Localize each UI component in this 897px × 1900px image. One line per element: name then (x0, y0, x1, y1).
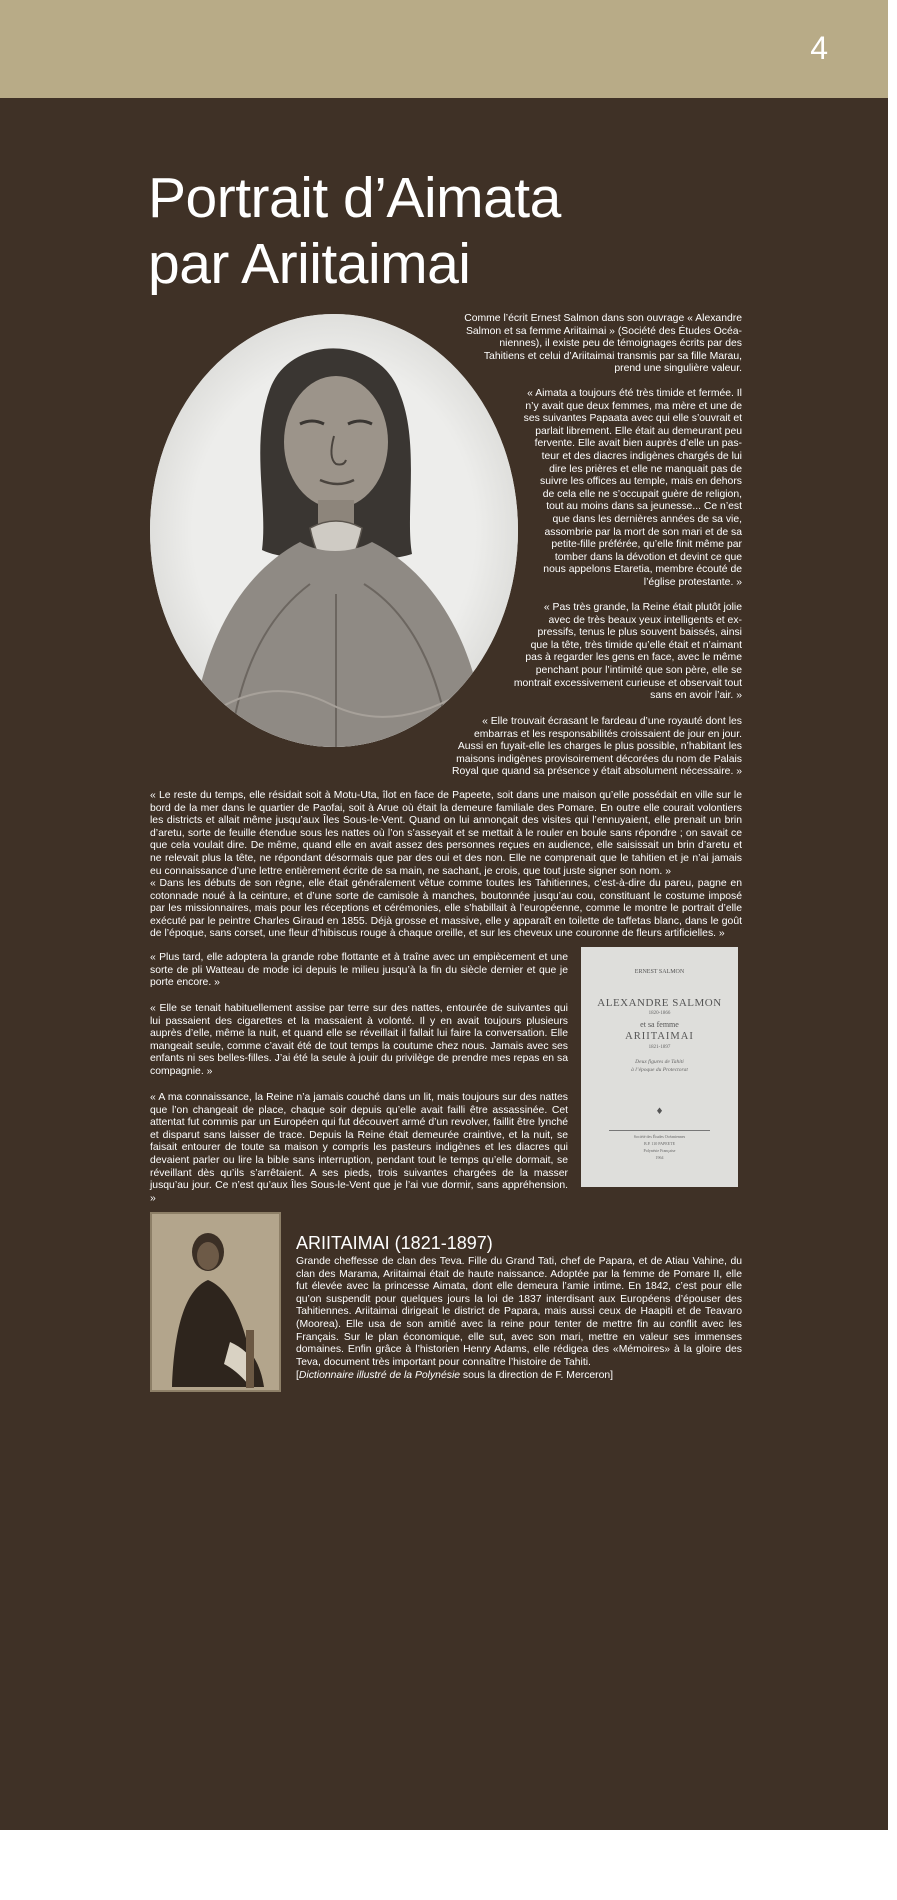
header-band (0, 0, 888, 98)
cover-rule (609, 1130, 710, 1131)
quote-royalty: « Elle trouvait écrasant le fardeau d’une royauté dont les embarras et les responsabilités croissaient de jour en jour. Aussi en fuyait-elle les charges le plus possible, n’habitant les maisons indigènes provisoirement décorées du nom de Palais Royal que quand sa présence y était absolument nécessaire. » (452, 716, 742, 778)
quote-appearance: « Pas très grande, la Reine était plutôt jolie avec de très beaux yeux intelligents et ex- pressifs, tenus le plus souvent baissés, ainsi que la tête, très timide qu’elle était et n’aimant pas à regarder les gens en face, avec le même penchant pour l’intimité que son père, elle se montrait excessivement curieuse et observait tout sans en avoir l’air. » (513, 602, 742, 702)
aimata-portrait-image (150, 314, 518, 747)
cover-year: 1964 (655, 1155, 664, 1160)
cover-subtitle-2: à l’époque du Protectorat (631, 1067, 688, 1073)
paragraph-nattes: « Elle se tenait habituellement assise par terre sur des nattes, entourée de suivantes qui lui passaient des cigarettes et la massaient à volonté. Il y en avait toujours plusieurs auprès d’elle, même la nuit, et quand elle se réveillait il fallait lui faire la conversation. Elle mangeait seule, comme c’avait été de tout temps la coutume chez nous. Jamais avec ses enfants ni ses belles-filles. J’ai été la seule à jouir du privilège de prendre mes repas en sa compagnie. » (150, 1003, 568, 1077)
cover-and-wife: et sa femme (640, 1020, 679, 1029)
page-number: 4 (810, 30, 828, 66)
title-line-2: par Ariitaimai (148, 232, 471, 296)
book-cover-image (581, 947, 738, 1187)
cover-publisher-3: Polynésie Française (643, 1148, 676, 1153)
cover-name-dates: 1820-1866 (648, 1011, 671, 1016)
cover-wife-dates: 1821-1897 (648, 1045, 671, 1050)
cover-wife: ARIITAIMAI (625, 1031, 694, 1042)
paragraph-robe: « Plus tard, elle adoptera la grande robe flottante et à traîne avec un empiècement et une sorte de pli Watteau de mode ici depuis le milieu jusqu’à la fin du siècle dernier et que je porte encore. » (150, 952, 568, 989)
paragraph-residence: « Le reste du temps, elle résidait soit à Motu-Uta, îlot en face de Papeete, soit dans une maison qu’elle possédait en ville sur le bord de la mer dans le quartier de Paofai, soit à Arue où était la demeure familiale des Pomare. En outre elle courait volontiers les districts et allait même jusqu’aux Îles Sous-le-Vent. Quand on lui annonçait des visites qui l’ennuyaient, elle prenait un brin d’aretu, sorte de feuille étendue sous les nattes où l’on s’asseyait et se mettait à le rouler en boule sans répondre ; on savait ce que cela voulait dire. De même, quand elle en avait assez des personnes reçues en audience, elle saisissait un brin d’aretu et ne relevait plus la tête, ne répondant désormais que par des oui et des non. Elle ne comprenait que le tahitien et je n’ai jamais eu connaissance d’une lettre entièrement écrite de sa main, ne sachant, je crois, que tout juste signer son nom. » (150, 790, 742, 877)
bio-heading: ARIITAIMAI (1821-1897) (296, 1233, 493, 1253)
portrait-sketch (150, 314, 518, 747)
paragraph-sleep: « A ma connaissance, la Reine n’a jamais couché dans un lit, mais toujours sur des nattes que l’on changeait de place, chaque soir depuis qu’elle avait failli être assassinée. Cet attentat fut commis par un Européen qui fut découvert armé d’un revolver, faillit être lynché et disparut sans laisser de trace. Depuis la Reine était demeurée craintive, et la nuit, se faisait entourer de toute sa maison y compris les pasteurs indigènes et les diacres qui devaient parler ou lire la bible sans interruption, pendant tout le temps qu’elle dormait, se réveillant dès qu’ils s’arrêtaient. A ses pieds, trois suivantes chargées de la masser jusqu’au jour. Ce n’est qu’aux Îles Sous-le-Vent que je l’ai vue dormir, sans appréhension. » (150, 1092, 568, 1204)
cover-ornament-icon: ♦ (655, 1107, 664, 1117)
ariitaimai-photo-sketch (150, 1212, 281, 1392)
ariitaimai-photo (150, 1212, 281, 1392)
bio-source: [Dictionnaire illustré de la Polynésie sous la direction de F. Merceron] (296, 1370, 614, 1381)
page-title (148, 165, 748, 297)
cover-name: ALEXANDRE SALMON (597, 997, 722, 1009)
quote-timidity: « Aimata a toujours été très timide et fermée. Il n’y avait que deux femmes, ma mère et une de ses suivantes Papaata avec qui elle s’ouvrait et parlait librement. Elle était au demeurant peu fervente. Elle avait bien auprès d’elle un pas- teur et des diacres indigènes chargés de lui dire les prières et elle ne manquait pas de suivre les offices au temple, mais en dehors de cela elle ne s’occupait guère de religion, tout au moins dans sa jeunesse... Ce n’est que dans les dernières années de sa vie, assombrie par la mort de son mari et de sa petite-fille préférée, qu’elle finit même par tomber dans la dévotion et devint ce que nous appelons Etaretia, membre écouté de l’église protestante. » (523, 388, 742, 588)
bio-source-title: Dictionnaire illustré de la Polynésie (298, 1370, 461, 1381)
title-line-1: Portrait d’Aimata (148, 166, 561, 230)
paragraph-clothing: « Dans les débuts de son règne, elle était généralement vêtue comme toutes les Tahitiennes, c’est-à-dire du pareu, pagne en cotonnade noué à la ceinture, et d’une sorte de camisole à manches, boutonnée jusqu’au cou, constituant le costume imposé par les missionnaires, mais pour les réceptions et cérémonies, elle s’habillait à l’européenne, comme le montre le portrait d’elle exécuté par le peintre Charles Giraud en 1855. Déjà grosse et massive, elle y apparaît en toilette de taffetas blanc, dans le goût de l’époque, sans corset, une fleur d’hibiscus rouge à chaque oreille, et sur les cheveux une couronne de fleurs artificielles. » (150, 878, 742, 940)
cover-publisher-1: Société des Études Océaniennes (633, 1134, 686, 1139)
cover-publisher-2: B.P. 110 PAPEETE (643, 1141, 676, 1146)
intro-paragraph: Comme l’écrit Ernest Salmon dans son ouvrage « Alexandre Salmon et sa femme Ariitaimai » (Société des Études Océa- niennes), il existe peu de témoignages écrits par des Tahitiens et celui d’Ariitaimai transmis par sa fille Marau, prend une singulière valeur. (464, 313, 742, 375)
cover-subtitle-1: Deux figures de Tahiti (635, 1059, 684, 1065)
bio-text: Grande cheffesse de clan des Teva. Fille du Grand Tati, chef de Papara, et de Atiau Vahine, du clan des Marama, Ariitaimai était de haute naissance. Adoptée par la femme de Pomare II, elle fut élevée avec la princesse Aimata, dont elle demeura l’amie intime. En 1842, c’est pour elle qu’on suspendit pour quelques jours la loi de 1837 interdisant aux Européens d’épouser des Tahitiennes. Ariitaimai dirigeait le district de Papara, mais aussi ceux de Haapiti et de Teavaro (Moorea). Elle usa de son amitié avec la reine pour tenter de mettre fin au conflit avec les Français. Sur le plan économique, elle sut, avec son mari, mettre en valeur ses immenses domaines. Enfin grâce à l’historien Henry Adams, elle rédigea des «Mémoires» à la gloire des Teva, document très important pour connaître l’histoire de Tahiti. (296, 1256, 742, 1368)
cover-author: ERNEST SALMON (634, 969, 685, 975)
